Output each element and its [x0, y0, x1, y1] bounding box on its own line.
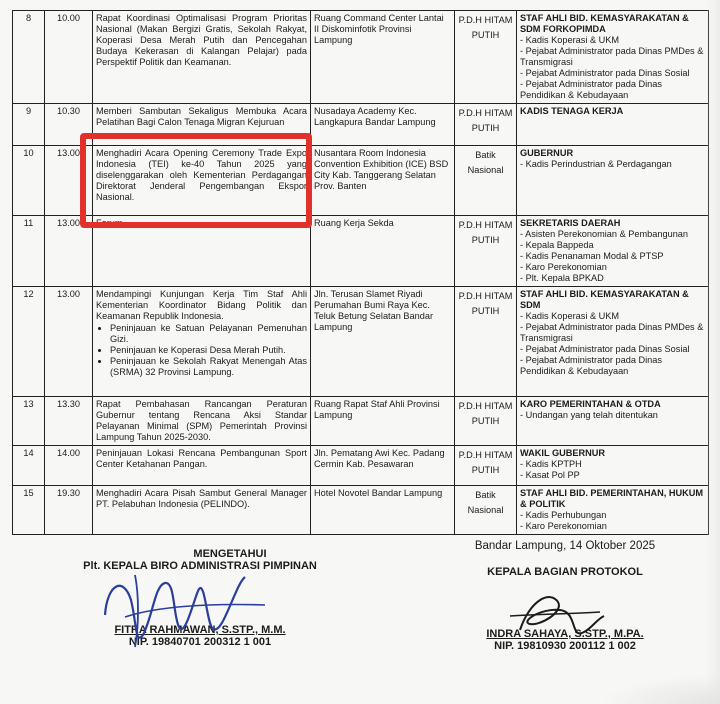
attendee-item: - Kadis Koperasi & UKM: [520, 35, 620, 45]
highlight-box: [80, 133, 312, 228]
activity-text: Rapat Koordinasi Optimalisasi Program Prioritas Nasional (Makan Bergizi Gratis, Sekolah Rakyat, Koperasi Desa Merah Putih dan Pencegahan Budaya Kekerasan di Kalangan Pelajar) pada Perspektif Politik dan Keamanan.: [96, 13, 307, 67]
schedule-body: [13, 11, 709, 535]
attendee-item: - Undangan yang telah ditentukan: [520, 410, 658, 420]
attendee-item: - Kadis Koperasi & UKM: [520, 311, 620, 321]
row-time: 13.30: [45, 397, 93, 446]
row-location: Jln. Pematang Awi Kec. Padang Cermin Kab. Pesawaran: [311, 446, 455, 486]
row-attire: P.D.H HITAM PUTIH: [455, 446, 517, 486]
left-name: FITRA RAHMAWAN, S.STP., M.M.: [114, 624, 286, 636]
left-nip: NIP. 19840701 200312 1 001: [128, 636, 272, 648]
row-number: 8: [13, 11, 45, 104]
row-time: 19.30: [45, 486, 93, 535]
row-attire: P.D.H HITAM PUTIH: [455, 397, 517, 446]
row-time: 13.00: [45, 287, 93, 397]
responsible-title: SEKRETARIS DAERAH: [520, 218, 621, 228]
row-activity: [93, 486, 311, 535]
schedule-row: [13, 486, 709, 535]
row-activity: [93, 446, 311, 486]
attendee-item: - Kadis Penanaman Modal & PTSP: [520, 251, 664, 261]
row-time: 10.30: [45, 104, 93, 146]
row-number: 11: [13, 216, 45, 287]
activity-text: Menghadiri Acara Pisah Sambut General Manager PT. Pelabuhan Indonesia (PELINDO).: [96, 488, 307, 509]
row-responsible: [517, 397, 709, 446]
attendee-item: - Asisten Perekonomian & Pembangunan: [520, 229, 689, 239]
row-time: 13.00: [45, 146, 93, 216]
activity-text: Rapat Pembahasan Rancangan Peraturan Gubernur tentang Rencana Aksi Standar Pelayanan Minimal (SPM) Pemerintah Provinsi Lampung Tahun 2025-2030.: [96, 399, 307, 442]
row-attire: P.D.H HITAM PUTIH: [455, 287, 517, 397]
activity-text: Menghadiri Acara Opening Ceremony Trade Expo Indonesia (TEI) ke-40 Tahun 2025 yang diselenggarakan oleh Kementerian Perdagangan Direktorat Jenderal Pengembangan Ekspor Nasional.: [96, 148, 307, 202]
row-number: 10: [13, 146, 45, 216]
row-location: Nusantara Room Indonesia Convention Exhibition (ICE) BSD City Kab. Tanggerang Selatan Prov. Banten: [311, 146, 455, 216]
row-responsible: [517, 216, 709, 287]
row-responsible: [517, 287, 709, 397]
attendee-item: - Kasat Pol PP: [520, 470, 580, 480]
responsible-title: GUBERNUR: [520, 148, 574, 158]
row-location: Jln. Terusan Slamet Riyadi Perumahan Bumi Raya Kec. Teluk Betung Selatan Bandar Lampung: [311, 287, 455, 397]
row-activity: [93, 11, 311, 104]
row-location: Hotel Novotel Bandar Lampung: [311, 486, 455, 535]
row-attire: P.D.H HITAM PUTIH: [455, 104, 517, 146]
corner-shadow: [600, 674, 720, 704]
activity-text: Mendampingi Kunjungan Kerja Tim Staf Ahli Kementerian Koordinator Bidang Politik dan Keamanan Republik Indonesia.: [96, 289, 307, 321]
attendee-item: - Pejabat Administrator pada Dinas Pendidikan & Kebudayaan: [520, 355, 662, 376]
attendee-item: - Kadis Perhubungan: [520, 510, 607, 520]
responsible-title: WAKIL GUBERNUR: [520, 448, 606, 458]
activity-subitem: • Peninjauan ke Koperasi Desa Merah Putih.: [110, 345, 307, 356]
acknowledge-label: MENGETAHUI: [193, 548, 267, 560]
schedule-table: [12, 10, 709, 535]
page-edge-shadow: [706, 0, 720, 704]
row-responsible: [517, 11, 709, 104]
row-number: 13: [13, 397, 45, 446]
row-time: 10.00: [45, 11, 93, 104]
row-attire: Batik Nasional: [455, 486, 517, 535]
signature-left-drawing: [95, 555, 275, 655]
attendee-item: - Kadis KPTPH: [520, 459, 582, 469]
attendee-item: - Kepala Bappeda: [520, 240, 594, 250]
row-number: 12: [13, 287, 45, 397]
attendee-item: - Plt. Kepala BPKAD: [520, 273, 604, 283]
row-attire: Batik Nasional: [455, 146, 517, 216]
activity-subitems: [96, 323, 307, 378]
activity-text: Forum.: [96, 218, 126, 228]
row-location: Nusadaya Academy Kec. Langkapura Bandar Lampung: [311, 104, 455, 146]
left-role: Plt. KEPALA BIRO ADMINISTRASI PIMPINAN: [83, 560, 317, 572]
schedule-row: [13, 11, 709, 104]
activity-text: Memberi Sambutan Sekaligus Membuka Acara Pelatihan Bagi Calon Tenaga Migran Kejuruan: [96, 106, 307, 127]
sign-date: Bandar Lampung, 14 Oktober 2025: [474, 540, 656, 552]
responsible-title: STAF AHLI BID. KEMASYARAKATAN & SDM FORKOPIMDA: [520, 13, 689, 34]
row-responsible: [517, 146, 709, 216]
attendee-item: - Kadis Perindustrian & Perdagangan: [520, 159, 672, 169]
responsible-title: KADIS TENAGA KERJA: [520, 106, 624, 116]
activity-subitem: • Peninjauan ke Satuan Pelayanan Pemenuhan Gizi.: [110, 323, 307, 345]
row-activity: [93, 397, 311, 446]
schedule-row: [13, 446, 709, 486]
row-attire: P.D.H HITAM PUTIH: [455, 216, 517, 287]
responsible-title: KARO PEMERINTAHAN & OTDA: [520, 399, 661, 409]
attendee-item: - Karo Perekonomian: [520, 521, 607, 531]
row-responsible: [517, 446, 709, 486]
attendee-item: - Pejabat Administrator pada Dinas PMDes & Transmigrasi: [520, 322, 704, 343]
row-attire: P.D.H HITAM PUTIH: [455, 11, 517, 104]
row-number: 14: [13, 446, 45, 486]
row-location: Ruang Rapat Staf Ahli Provinsi Lampung: [311, 397, 455, 446]
row-responsible: [517, 486, 709, 535]
right-nip: NIP. 19810930 200112 1 002: [494, 640, 636, 652]
row-time: 13.00: [45, 216, 93, 287]
row-responsible: [517, 104, 709, 146]
attendee-item: - Pejabat Administrator pada Dinas Pendidikan & Kebudayaan: [520, 79, 662, 100]
row-location: Ruang Kerja Sekda: [311, 216, 455, 287]
attendee-item: - Pejabat Administrator pada Dinas PMDes & Transmigrasi: [520, 46, 704, 67]
row-time: 14.00: [45, 446, 93, 486]
responsible-title: STAF AHLI BID. KEMASYARAKATAN & SDM: [520, 289, 689, 310]
responsible-title: STAF AHLI BID. PEMERINTAHAN, HUKUM & POLITIK: [520, 488, 704, 509]
right-role: KEPALA BAGIAN PROTOKOL: [487, 566, 643, 578]
row-activity: [93, 287, 311, 397]
signature-right-drawing: [500, 580, 610, 650]
row-number: 15: [13, 486, 45, 535]
schedule-row: [13, 287, 709, 397]
attendee-item: - Pejabat Administrator pada Dinas Sosial: [520, 344, 690, 354]
attendee-item: - Karo Perekonomian: [520, 262, 607, 272]
row-number: 9: [13, 104, 45, 146]
attendee-item: - Pejabat Administrator pada Dinas Sosial: [520, 68, 690, 78]
schedule-row: [13, 397, 709, 446]
activity-subitem: • Peninjauan ke Sekolah Rakyat Menengah Atas (SRMA) 32 Provinsi Lampung.: [110, 356, 307, 378]
activity-text: Peninjauan Lokasi Rencana Pembangunan Sport Center Ketahanan Pangan.: [96, 448, 307, 469]
right-name: INDRA SAHAYA, S.STP., M.PA.: [486, 628, 644, 640]
row-location: Ruang Command Center Lantai II Diskominfotik Provinsi Lampung: [311, 11, 455, 104]
